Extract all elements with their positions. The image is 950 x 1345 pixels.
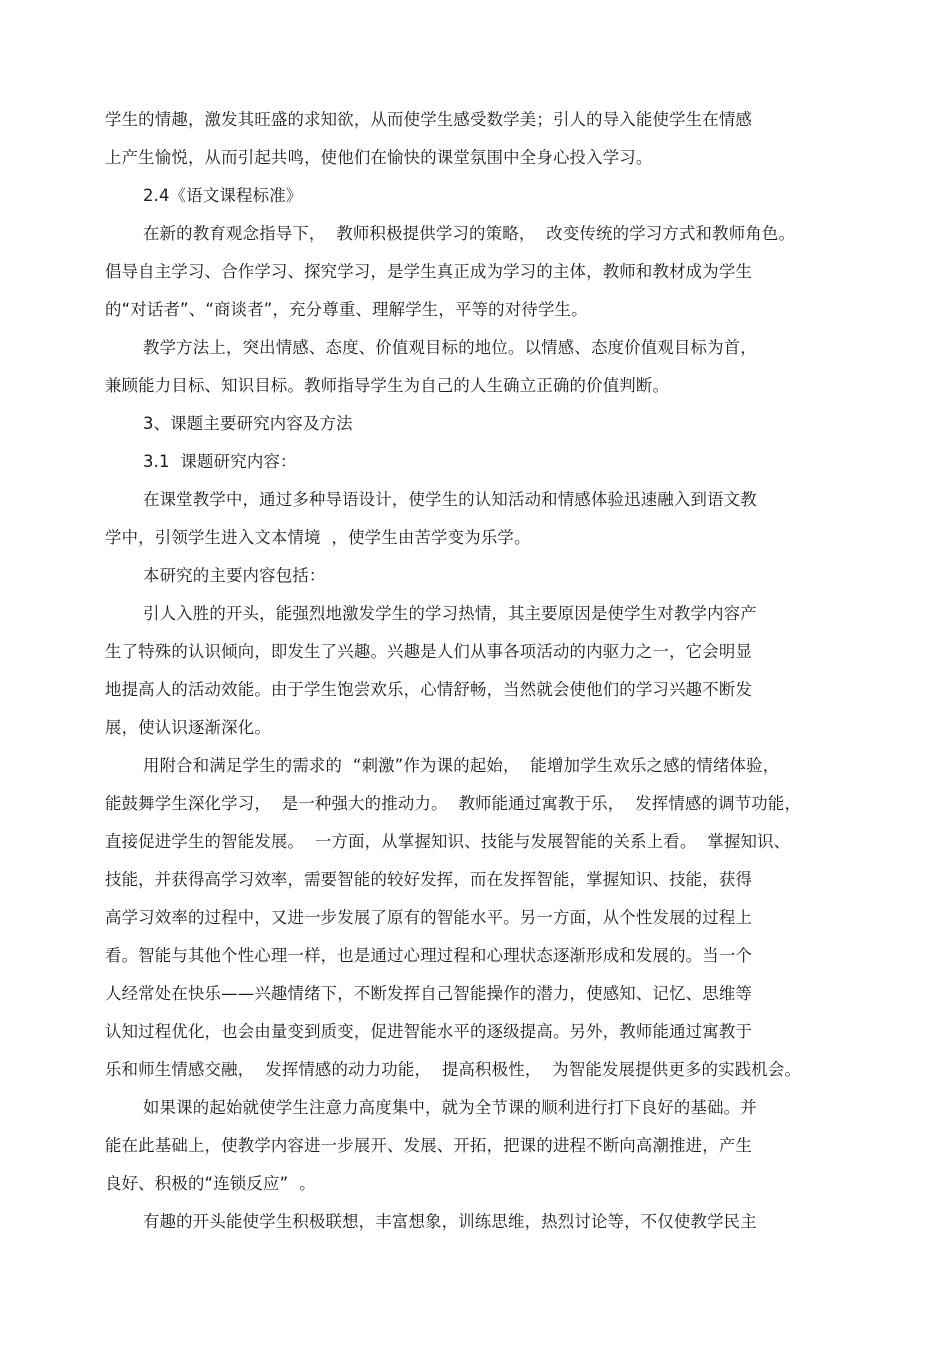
text-line: 技能，并获得高学习效率，需要智能的较好发挥，而在发挥智能，掌握知识、技能，获得 (105, 870, 753, 889)
text-line: 有趣的开头能使学生积极联想，丰富想象，训练思维，热烈讨论等，不仅使教学民主 (143, 1212, 757, 1231)
text-line: 在新的教育观念指导下， 教师积极提供学习的策略， 改变传统的学习方式和教师角色。 (143, 224, 796, 243)
text-line: 如果课的起始就使学生注意力高度集中，就为全节课的顺利进行打下良好的基础。并 (143, 1098, 757, 1117)
text-line: 良好、积极的“连锁反应” 。 (105, 1174, 316, 1193)
text-line: 展，使认识逐渐深化。 (105, 718, 271, 737)
text-line: 在课堂教学中，通过多种导语设计，使学生的认知活动和情感体验迅速融入到语文教 (143, 490, 757, 509)
text-line: 认知过程优化，也会由量变到质变，促进智能水平的逐级提高。另外，教师能通过寓教于 (105, 1022, 753, 1041)
text-line: 能鼓舞学生深化学习， 是一种强大的推动力。 教师能通过寓教于乐， 发挥情感的调节功能， (105, 794, 802, 813)
section-heading-3: 3、课题主要研究内容及方法 (143, 414, 353, 433)
text-line: 上产生愉悦，从而引起共鸣，使他们在愉快的课堂氛围中全身心投入学习。 (105, 148, 653, 167)
text-line: 教学方法上，突出情感、态度、价值观目标的地位。以情感、态度价值观目标为首， (143, 338, 757, 357)
text-line: 倡导自主学习、合作学习、探究学习，是学生真正成为学习的主体，教师和教材成为学生 (105, 262, 753, 281)
text-line: 高学习效率的过程中，又进一步发展了原有的智能水平。另一方面，从个性发展的过程上 (105, 908, 753, 927)
text-line: 人经常处在快乐——兴趣情绪下，不断发挥自己智能操作的潜力，使感知、记忆、思维等 (105, 984, 753, 1003)
text-line: 的“对话者”、“商谈者”，充分尊重、理解学生，平等的对待学生。 (105, 300, 588, 319)
text-line: 兼顾能力目标、知识目标。教师指导学生为自己的人生确立正确的价值判断。 (105, 376, 670, 395)
text-line: 用附合和满足学生的需求的 “刺激”作为课的起始， 能增加学生欢乐之感的情绪体验， (143, 756, 780, 775)
text-line: 直接促进学生的智能发展。 一方面，从掌握知识、技能与发展智能的关系上看。 掌握知识、 (105, 832, 791, 851)
text-line: 乐和师生情感交融， 发挥情感的动力功能， 提高积极性， 为智能发展提供更多的实践机会。 (105, 1060, 802, 1079)
text-line: 本研究的主要内容包括： (143, 566, 326, 585)
text-line: 能在此基础上，使教学内容进一步展开、发展、开拓，把课的进程不断向高潮推进，产生 (105, 1136, 753, 1155)
section-heading-3-1: 3.1 课题研究内容： (143, 452, 297, 471)
text-line: 学生的情趣，激发其旺盛的求知欲，从而使学生感受数学美；引人的导入能使学生在情感 (105, 110, 753, 129)
text-line: 地提高人的活动效能。由于学生饱尝欢乐，心情舒畅，当然就会使他们的学习兴趣不断发 (105, 680, 753, 699)
text-line: 引人入胜的开头，能强烈地激发学生的学习热情，其主要原因是使学生对教学内容产 (143, 604, 757, 623)
section-heading-2-4: 2.4《语文课程标准》 (143, 186, 303, 205)
text-line: 生了特殊的认识倾向，即发生了兴趣。兴趣是人们从事各项活动的内驱力之一，它会明显 (105, 642, 753, 661)
text-line: 学中，引领学生进入文本情境 ，使学生由苦学变为乐学。 (105, 528, 531, 547)
text-line: 看。智能与其他个性心理一样，也是通过心理过程和心理状态逐渐形成和发展的。当一个 (105, 946, 753, 965)
